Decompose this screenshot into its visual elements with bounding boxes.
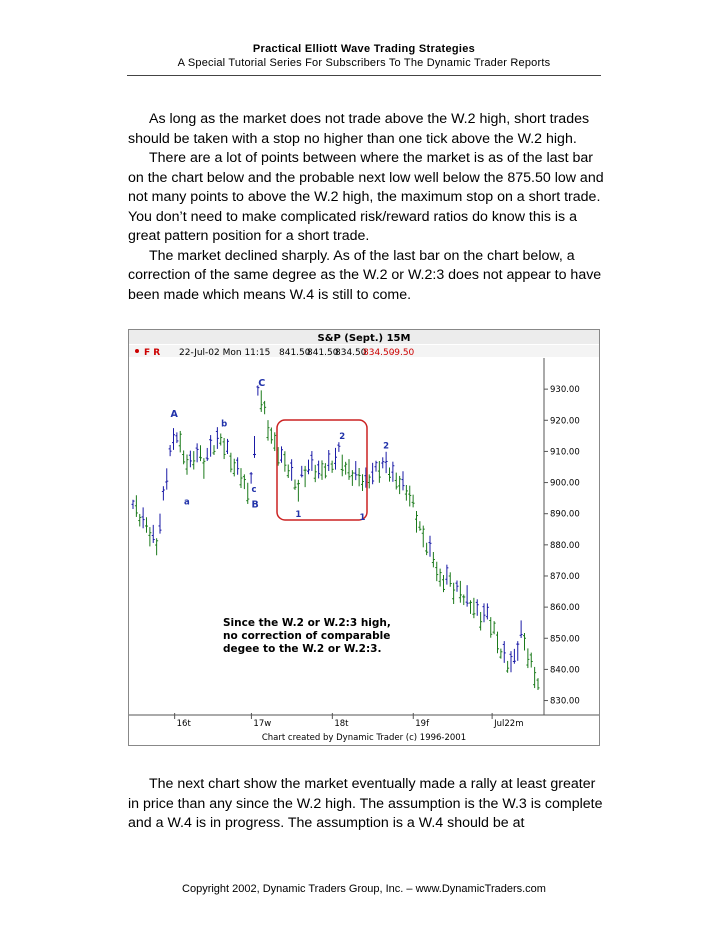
info-open: 841.50: [279, 348, 311, 358]
info-low: 834.50: [335, 348, 367, 358]
wave-label: A: [170, 409, 178, 421]
annotation-line-1: Since the W.2 or W.2:3 high,: [223, 617, 391, 629]
wave-label: a: [184, 497, 190, 508]
time-tick-label: 19f: [415, 719, 430, 729]
paragraph-2: There are a lot of points between where the market is as of the last bar on the chart below and the probable next low well below the 875.50 low and not many points to above the W.2 high, the maximum stop on a short trade. You don’t need to make complicated risk/reward ratios do know this is a great pattern position for a short trade.: [128, 150, 604, 244]
header-rule: [127, 75, 601, 76]
page-footer: Copyright 2002, Dynamic Traders Group, Inc. – www.DynamicTraders.com: [182, 883, 546, 895]
price-tick-label: 830.00: [550, 696, 580, 707]
info-date: 22-Jul-02 Mon 11:15: [179, 348, 271, 358]
wave-label: b: [221, 419, 228, 430]
paragraph-3: The market declined sharply. As of the last bar on the chart below, a correction of the same degree as the W.2 or W.2:3 does not appear to have been made which means W.4 is still to come.: [128, 247, 602, 303]
time-tick-label: Jul22m: [494, 719, 524, 729]
info-high: 841.50: [307, 348, 339, 358]
price-tick-label: 880.00: [550, 540, 580, 551]
wave-label: 2: [383, 441, 390, 452]
info-close: 834.50: [363, 348, 395, 358]
wave-labels: [171, 378, 390, 523]
price-tick-label: 870.00: [550, 571, 580, 582]
chart-canvas: [129, 330, 599, 745]
wave-label: B: [251, 499, 259, 511]
price-tick-label: 900.00: [550, 478, 580, 489]
body-text-bottom: [128, 775, 608, 834]
header-title: Practical Elliott Wave Trading Strategies: [252, 43, 476, 55]
time-tick-label: 18t: [334, 719, 349, 729]
price-tick-label: 910.00: [550, 447, 580, 458]
price-chart: [128, 329, 600, 746]
price-tick-label: 850.00: [550, 634, 580, 645]
chart-credit: Chart created by Dynamic Trader (c) 1996-2001: [261, 733, 467, 743]
wave-label: 1: [295, 509, 302, 520]
header-subtitle: A Special Tutorial Series For Subscribers To The Dynamic Trader Reports: [177, 57, 551, 69]
price-tick-label: 920.00: [550, 416, 580, 427]
time-tick-label: 16t: [176, 719, 191, 729]
body-text-top: [128, 110, 608, 305]
wave-label: 1: [359, 512, 366, 523]
wave-label: 2: [339, 431, 346, 442]
price-tick-label: 890.00: [550, 509, 580, 520]
price-axis-ticks: [544, 385, 580, 706]
paragraph-4: The next chart show the market eventually made a rally at least greater in price than any since the W.2 high. The assumption is the W.3 is complete and a W.4 is in progress. The assumption is a W.4 should be at: [128, 776, 603, 831]
price-tick-label: 930.00: [550, 385, 580, 396]
price-tick-label: 860.00: [550, 603, 580, 614]
info-bullet-icon: [135, 349, 139, 353]
wave-label: c: [251, 484, 257, 495]
annotation-line-2: no correction of comparable: [223, 630, 391, 642]
info-symbol: F R: [144, 348, 161, 358]
info-change: -9.50: [391, 348, 415, 358]
annotation-line-3: degee to the W.2 or W.2:3.: [223, 643, 382, 655]
chart-title: S&P (Sept.) 15M: [317, 333, 411, 344]
price-tick-label: 840.00: [550, 665, 580, 676]
chart-annotation: [223, 617, 391, 655]
wave-label: C: [258, 378, 266, 390]
paragraph-1: As long as the market does not trade above the W.2 high, short trades should be taken with a stop no higher than one tick above the W.2 high.: [128, 111, 590, 147]
time-tick-label: 17w: [253, 719, 272, 729]
